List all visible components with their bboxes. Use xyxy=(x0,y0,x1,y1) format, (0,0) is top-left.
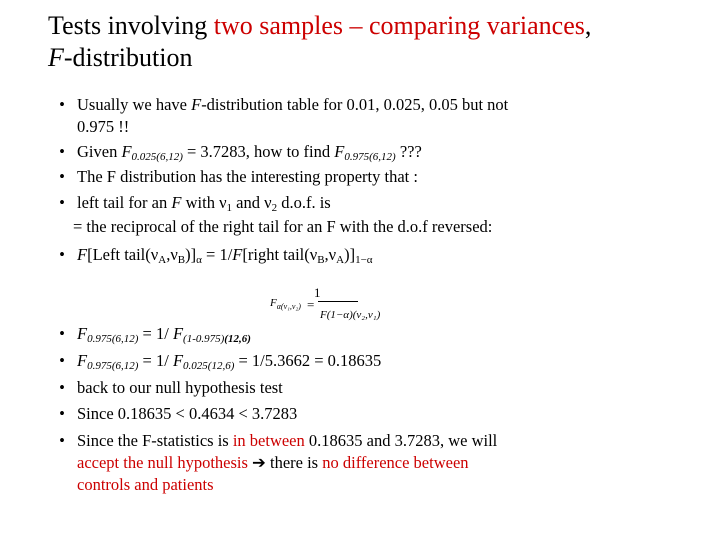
bullet-10-line3: controls and patients xyxy=(77,475,214,494)
b10-red3: no difference between xyxy=(322,453,469,472)
b5-t5: [right tail(ν xyxy=(242,245,318,264)
b5-t3: )] xyxy=(185,245,197,264)
b7-sub: 0.975(6,12) xyxy=(87,360,139,372)
b7-sub2: 0.025(12,6) xyxy=(183,360,235,372)
b6-sub2b: (12,6) xyxy=(224,333,251,345)
b2-t2: = 3.7283, how to find xyxy=(182,142,335,161)
b5-t4: = 1/ xyxy=(201,245,233,264)
b6-f2: F xyxy=(172,324,184,343)
b10-red1: in between xyxy=(232,431,305,450)
b2-t3: ??? xyxy=(395,142,422,161)
b5-t7: )] xyxy=(344,245,356,264)
bullet-4-continuation: = the reciprocal of the right tail for an F with the d.o.f reversed: xyxy=(73,217,493,236)
b6-f: F xyxy=(77,324,88,343)
b6-sub2a: (1-0.975) xyxy=(183,333,225,345)
b2-f2: F xyxy=(334,142,345,161)
bullet-10-line2 xyxy=(77,452,469,474)
b5-sb: B xyxy=(177,254,186,266)
b4-t1: left tail for an xyxy=(77,193,172,212)
formula-numerator: 1 xyxy=(314,285,321,300)
b4-t4: d.o.f. is xyxy=(277,193,331,212)
b6-sub: 0.975(6,12) xyxy=(87,333,139,345)
arrow-icon: ➔ xyxy=(252,453,266,472)
b9-text: Since 0.18635 < 0.4634 < 3.7283 xyxy=(77,404,298,423)
formula-lhs: F xyxy=(270,297,277,309)
title-line2: -distribution xyxy=(63,43,193,72)
formula-fraction-bar xyxy=(318,301,358,302)
b5-sa2: A xyxy=(336,254,345,266)
b2-t1: Given xyxy=(77,142,122,161)
b4-t2: with ν xyxy=(181,193,227,212)
b6-t1: = 1/ xyxy=(138,324,173,343)
b2-sub2: 0.975(6,12) xyxy=(344,151,396,163)
bullet-1-continuation: 0.975 !! xyxy=(77,117,130,136)
b7-f2: F xyxy=(172,351,184,370)
b4-f: F xyxy=(171,193,182,212)
b4-s2: 2 xyxy=(271,202,278,214)
b4-s1: 1 xyxy=(226,202,233,214)
title-part1: Tests involving xyxy=(48,11,214,40)
bullet-dot: • xyxy=(59,167,65,186)
b1-t2: -distribution table for 0.01, 0.025, 0.05 but not xyxy=(201,95,509,114)
bullet-dot: • xyxy=(59,95,65,114)
b5-f2: F xyxy=(232,245,243,264)
bullet-dot: • xyxy=(59,245,65,264)
b8-text: back to our null hypothesis test xyxy=(77,378,283,397)
bullet-dot: • xyxy=(59,142,65,161)
formula-denominator: F(1−α)(v₂,v₁) xyxy=(320,309,381,321)
b4-t3: and ν xyxy=(232,193,272,212)
bullet-dot: • xyxy=(59,351,65,370)
title-highlight: two samples – comparing variances xyxy=(213,11,585,40)
b5-sb2: B xyxy=(317,254,325,266)
b10-red2: accept the null hypothesis xyxy=(77,453,248,472)
title-part3: , xyxy=(584,11,592,40)
formula-equals: = xyxy=(307,297,315,312)
b5-sa: A xyxy=(158,254,167,266)
bullet-dot: • xyxy=(59,431,65,450)
bullet-dot: • xyxy=(59,324,65,343)
b7-f: F xyxy=(77,351,88,370)
b7-t1: = 1/ xyxy=(138,351,173,370)
reciprocal-formula xyxy=(270,283,381,331)
b2-sub: 0.025(6,12) xyxy=(131,151,183,163)
b10-t3: there is xyxy=(265,453,323,472)
slide-title xyxy=(48,10,591,74)
bullet-dot: • xyxy=(59,378,65,397)
b10-t2: 0.18635 and 3.7283, we will xyxy=(304,431,498,450)
b5-t1: [Left tail(ν xyxy=(87,245,159,264)
bullet-dot: • xyxy=(59,193,65,212)
b5-salpha: α xyxy=(196,254,202,266)
b5-s1a: 1−α xyxy=(355,254,373,266)
b1-f: F xyxy=(191,95,202,114)
bullet-dot: • xyxy=(59,404,65,423)
formula-lhs-sub: α(v₁,v₂) xyxy=(276,302,301,312)
title-f: F xyxy=(48,43,64,72)
b5-f: F xyxy=(77,245,88,264)
b5-t2: ,ν xyxy=(166,245,178,264)
b5-t6: ,ν xyxy=(324,245,337,264)
b1-t1: Usually we have xyxy=(77,95,192,114)
b2-f: F xyxy=(121,142,132,161)
b10-t1: Since the F-statistics is xyxy=(77,431,233,450)
b7-t2: = 1/5.3662 = 0.18635 xyxy=(234,351,382,370)
b3-text: The F distribution has the interesting property that : xyxy=(77,167,418,186)
